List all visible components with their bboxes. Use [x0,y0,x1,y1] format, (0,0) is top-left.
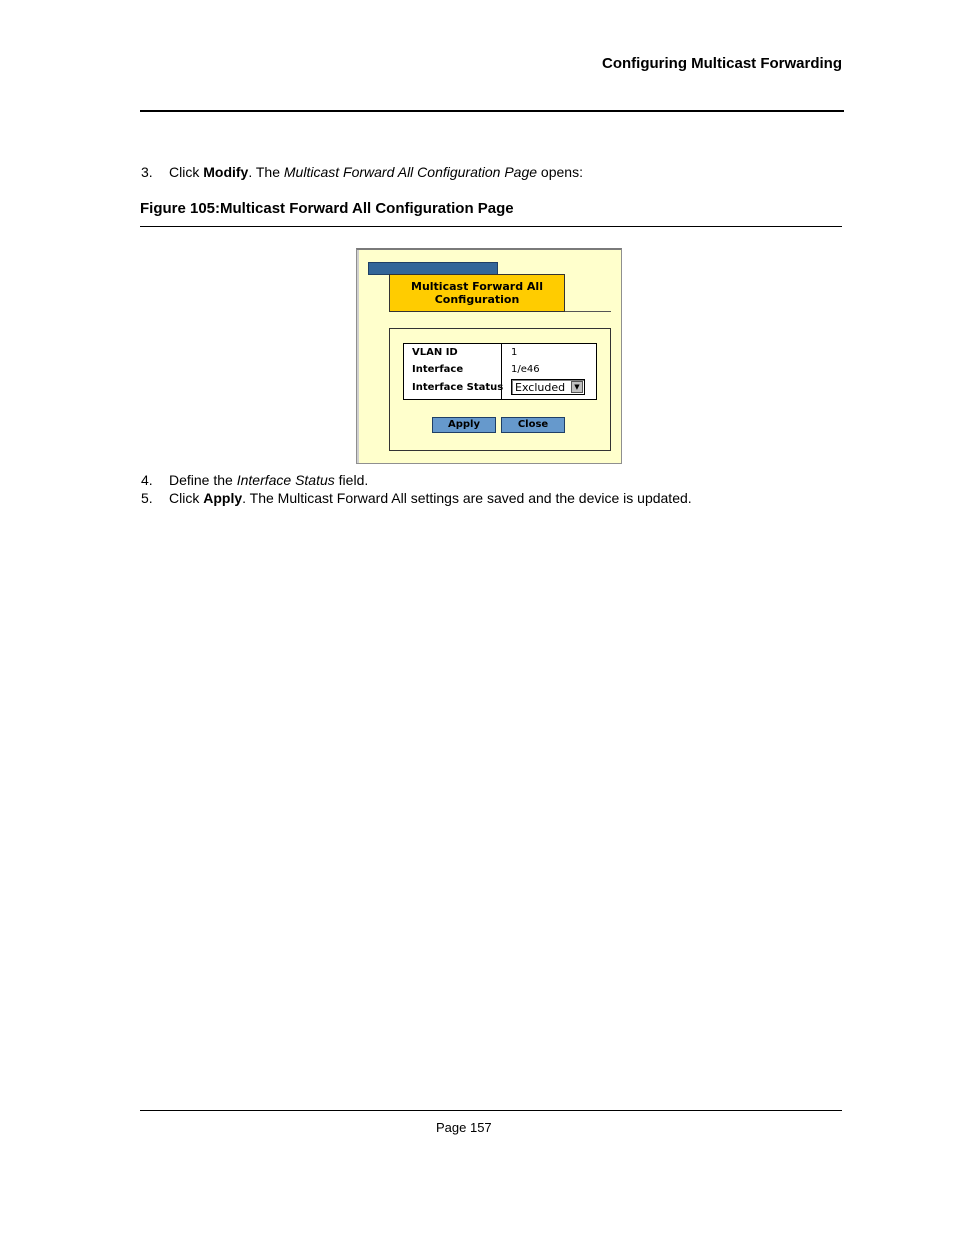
vlan-id-value: 1 [511,347,518,358]
interface-status-select[interactable] [511,379,585,395]
step-text: Click [169,490,204,506]
step-text: Click [169,164,204,180]
apply-button[interactable]: Apply [432,417,496,433]
step-number: 4. [141,472,153,488]
step-number: 5. [141,490,153,506]
step-text: Define the [169,472,237,488]
header-rule [140,110,844,112]
chevron-down-icon[interactable]: ▼ [571,381,583,393]
interface-status-label: Interface Status [412,382,504,393]
step-number: 3. [141,164,153,180]
step-bold-text: Modify [203,164,249,180]
interface-status-value: Excluded [515,381,566,394]
interface-label: Interface [412,364,464,375]
page-header-title: Configuring Multicast Forwarding [602,55,842,72]
step-5 [141,489,692,507]
page-tab-line1: Multicast Forward All [411,280,543,293]
page-number: Page 157 [436,1120,492,1135]
tab-underline [565,311,611,312]
step-italic-text: Multicast Forward All Configuration Page [283,164,538,180]
step-text: field. [334,472,369,488]
step-text: . The [248,164,284,180]
step-3 [141,163,583,181]
step-4 [141,471,368,489]
step-text: opens: [537,164,583,180]
vlan-id-label: VLAN ID [412,347,458,358]
page-tab-line2: Configuration [434,293,520,306]
step-italic-text: Interface Status [236,472,335,488]
config-panel [389,328,611,451]
close-button[interactable]: Close [501,417,565,433]
footer-rule [140,1110,842,1111]
fields-table [403,343,597,400]
interface-value: 1/e46 [511,364,540,375]
step-bold-text: Apply [203,490,243,506]
figure-rule [140,226,842,227]
figure-caption: Figure 105:Multicast Forward All Configuration Page [140,200,514,217]
step-text: . The Multicast Forward All settings are saved and the device is updated. [242,490,692,506]
config-page-screenshot [356,248,622,464]
page-tab [389,274,565,312]
